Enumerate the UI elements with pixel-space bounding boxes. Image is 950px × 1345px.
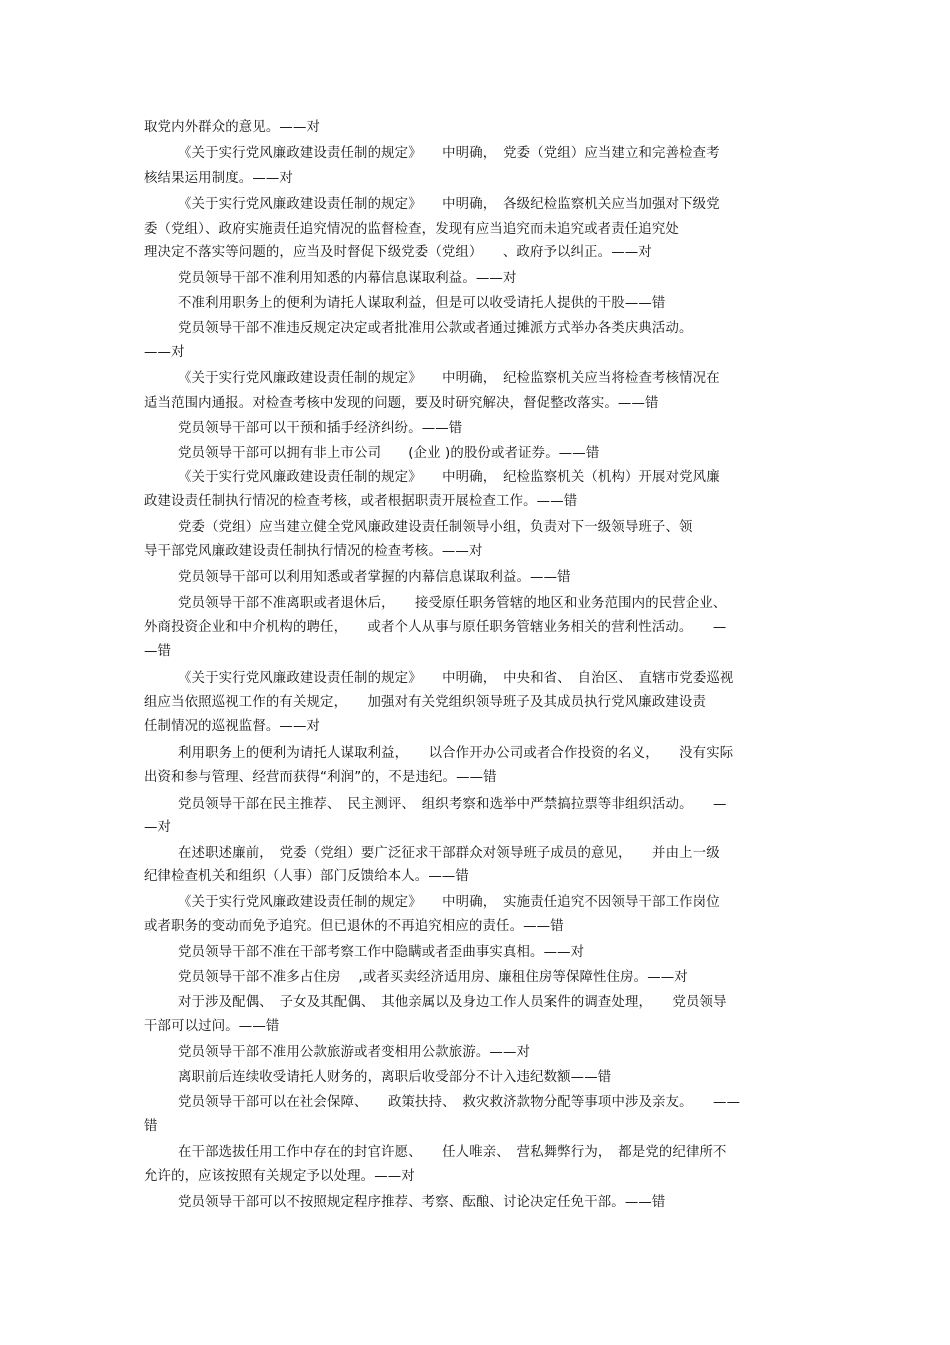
- text-line: 党员领导干部可以干预和插手经济纠纷。——错: [178, 421, 463, 436]
- text-line: 党员领导干部可以拥有非上市公司 (企业 )的股份或者证券。——错: [178, 446, 600, 461]
- text-line: 适当范围内通报。对检查考核中发现的问题，要及时研究解决，督促整改落实。——错: [144, 396, 659, 411]
- text-line: 导干部党风廉政建设责任制执行情况的检查考核。——对: [144, 544, 483, 559]
- text-line: 《关于实行党风廉政建设责任制的规定》 中明确， 党委（党组）应当建立和完善检查考: [178, 146, 720, 161]
- text-line: 利用职务上的便利为请托人谋取利益， 以合作开办公司或者合作投资的名义， 没有实际: [178, 746, 734, 761]
- text-line: 《关于实行党风廉政建设责任制的规定》 中明确， 纪检监察机关应当将检查考核情况在: [178, 371, 720, 386]
- text-line: 党员领导干部在民主推荐、 民主测评、 组织考察和选举中严禁搞拉票等非组织活动。 —: [178, 797, 727, 812]
- text-line: 任制情况的巡视监督。——对: [144, 719, 321, 734]
- text-line: 取党内外群众的意见。——对: [144, 120, 321, 135]
- text-line: 党员领导干部不准利用知悉的内幕信息谋取利益。——对: [178, 271, 517, 286]
- text-line: 党员领导干部不准多占住房 ,或者买卖经济适用房、廉租住房等保障性住房。——对: [178, 970, 688, 985]
- text-line: 党员领导干部不准用公款旅游或者变相用公款旅游。——对: [178, 1045, 531, 1060]
- text-line: 党员领导干部可以利用知悉或者掌握的内幕信息谋取利益。——错: [178, 570, 571, 585]
- text-line: ——对: [144, 345, 185, 360]
- text-line: 委（党组）、政府实施责任追究情况的监督检查，发现有应当追究而未追究或者责任追究处: [144, 222, 679, 237]
- text-line: 干部可以过问。——错: [144, 1019, 280, 1034]
- text-line: 不准利用职务上的便利为请托人谋取利益，但是可以收受请托人提供的干股——错: [178, 296, 666, 311]
- text-line: 对于涉及配偶、 子女及其配偶、 其他亲属以及身边工作人员案件的调查处理， 党员领导: [178, 995, 727, 1010]
- text-line: 《关于实行党风廉政建设责任制的规定》 中明确， 纪检监察机关（机构）开展对党风廉: [178, 470, 720, 485]
- text-line: 离职前后连续收受请托人财务的，离职后收受部分不计入违纪数额——错: [178, 1070, 612, 1085]
- text-line: 纪律检查机关和组织（人事）部门反馈给本人。——错: [144, 869, 469, 884]
- text-line: 《关于实行党风廉政建设责任制的规定》 中明确， 实施责任追究不因领导干部工作岗位: [178, 895, 720, 910]
- text-line: 党员领导干部可以在社会保障、 政策扶持、 救灾救济款物分配等事项中涉及亲友。 ——: [178, 1095, 741, 1110]
- text-line: 政建设责任制执行情况的检查考核，或者根据职责开展检查工作。——错: [144, 494, 578, 509]
- text-line: —对: [144, 820, 172, 835]
- text-line: —错: [144, 644, 172, 659]
- text-line: 党员领导干部不准离职或者退休后， 接受原任职务管辖的地区和业务范围内的民营企业、: [178, 596, 727, 611]
- text-line: 外商投资企业和中介机构的聘任， 或者个人从事与原任职务管辖业务相关的营利性活动。 —: [144, 620, 727, 635]
- text-line: 党员领导干部不准在干部考察工作中隐瞒或者歪曲事实真相。——对: [178, 945, 585, 960]
- text-line: 组应当依照巡视工作的有关规定， 加强对有关党组织领导班子及其成员执行党风廉政建设责: [144, 695, 707, 710]
- text-line: 或者职务的变动而免予追究。但已退休的不再追究相应的责任。——错: [144, 919, 564, 934]
- text-line: 理决定不落实等问题的，应当及时督促下级党委（党组） 、政府予以纠正。——对: [144, 245, 652, 260]
- text-line: 出资和参与管理、经营而获得“利润”的，不是违纪。——错: [144, 770, 497, 785]
- text-line: 在干部选拔任用工作中存在的封官许愿、 任人唯亲、 营私舞弊行为， 都是党的纪律所不: [178, 1145, 727, 1160]
- text-line: 在述职述廉前， 党委（党组）要广泛征求干部群众对领导班子成员的意见， 并由上一级: [178, 846, 720, 861]
- text-line: 允许的，应该按照有关规定予以处理。——对: [144, 1169, 415, 1184]
- text-line: 党委（党组）应当建立健全党风廉政建设责任制领导小组，负责对下一级领导班子、领: [178, 520, 693, 535]
- text-line: 《关于实行党风廉政建设责任制的规定》 中明确， 各级纪检监察机关应当加强对下级党: [178, 197, 720, 212]
- text-line: 党员领导干部不准违反规定决定或者批准用公款或者通过摊派方式举办各类庆典活动。: [178, 321, 693, 336]
- text-line: 错: [144, 1119, 158, 1134]
- text-line: 核结果运用制度。——对: [144, 171, 293, 186]
- text-line: 《关于实行党风廉政建设责任制的规定》 中明确， 中央和省、 自治区、 直辖市党委巡视: [178, 671, 734, 686]
- text-line: 党员领导干部可以不按照规定程序推荐、考察、酝酿、讨论决定任免干部。——错: [178, 1195, 666, 1210]
